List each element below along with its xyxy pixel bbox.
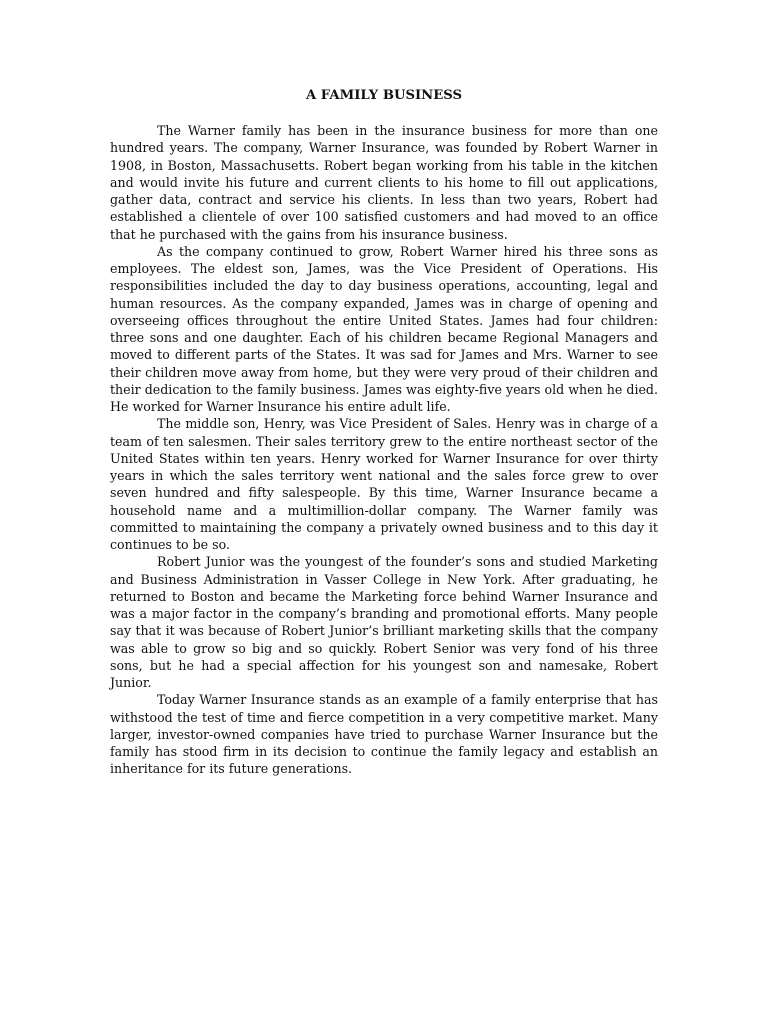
paragraph-2: As the company continued to grow, Robert Warner hired his three sons as employees. The eldest son, James, was the Vice President of Operations. His responsibilities included the day to day business operations, accounting, legal and human resources. As the company expanded, James was in charge of opening and overseeing offices throughout the entire United States. James had four children: three sons and one daughter. Each of his children became Regional Managers and moved to different parts of the States. It was sad for James and Mrs. Warner to see their children move away from home, but they were very proud of their children and their dedication to the family business. James was eighty-five years old when he died. He worked for Warner Insurance his entire adult life.: [110, 243, 658, 414]
document-body: [110, 122, 658, 778]
paragraph-4: Robert Junior was the youngest of the founder’s sons and studied Marketing and Business Administration in Vasser College in New York. After graduating, he returned to Boston and became the Marketing force behind Warner Insurance and was a major factor in the company’s branding and promotional efforts. Many people say that it was because of Robert Junior’s brilliant marketing skills that the company was able to grow so big and so quickly. Robert Senior was very fond of his three sons, but he had a special affection for his youngest son and namesake, Robert Junior.: [110, 554, 658, 690]
paragraph-1: The Warner family has been in the insurance business for more than one hundred years. The company, Warner Insurance, was founded by Robert Warner in 1908, in Boston, Massachusetts. Robert began working from his table in the kitchen and would invite his future and current clients to his home to fill out applications, gather data, contract and service his clients. In less than two years, Robert had established a clientele of over 100 satisfied customers and had moved to an office that he purchased with the gains from his insurance business.: [110, 123, 658, 242]
document-title: A FAMILY BUSINESS: [305, 88, 463, 103]
paragraph-5: Today Warner Insurance stands as an example of a family enterprise that has withstood the test of time and fierce competition in a very competitive market. Many larger, investor-owned companies have tried to purchase Warner Insurance but the family has stood firm in its decision to continue the family legacy and establish an inheritance for its future generations.: [110, 692, 658, 777]
paragraph-3: The middle son, Henry, was Vice President of Sales. Henry was in charge of a team of ten salesmen. Their sales territory grew to the entire northeast sector of the United States within ten years. Henry worked for Warner Insurance for over thirty years in which the sales territory went national and the sales force grew to over seven hundred and fifty salespeople. By this time, Warner Insurance became a household name and a multimillion-dollar company. The Warner family was committed to maintaining the company a privately owned business and to this day it continues to be so.: [110, 416, 658, 552]
